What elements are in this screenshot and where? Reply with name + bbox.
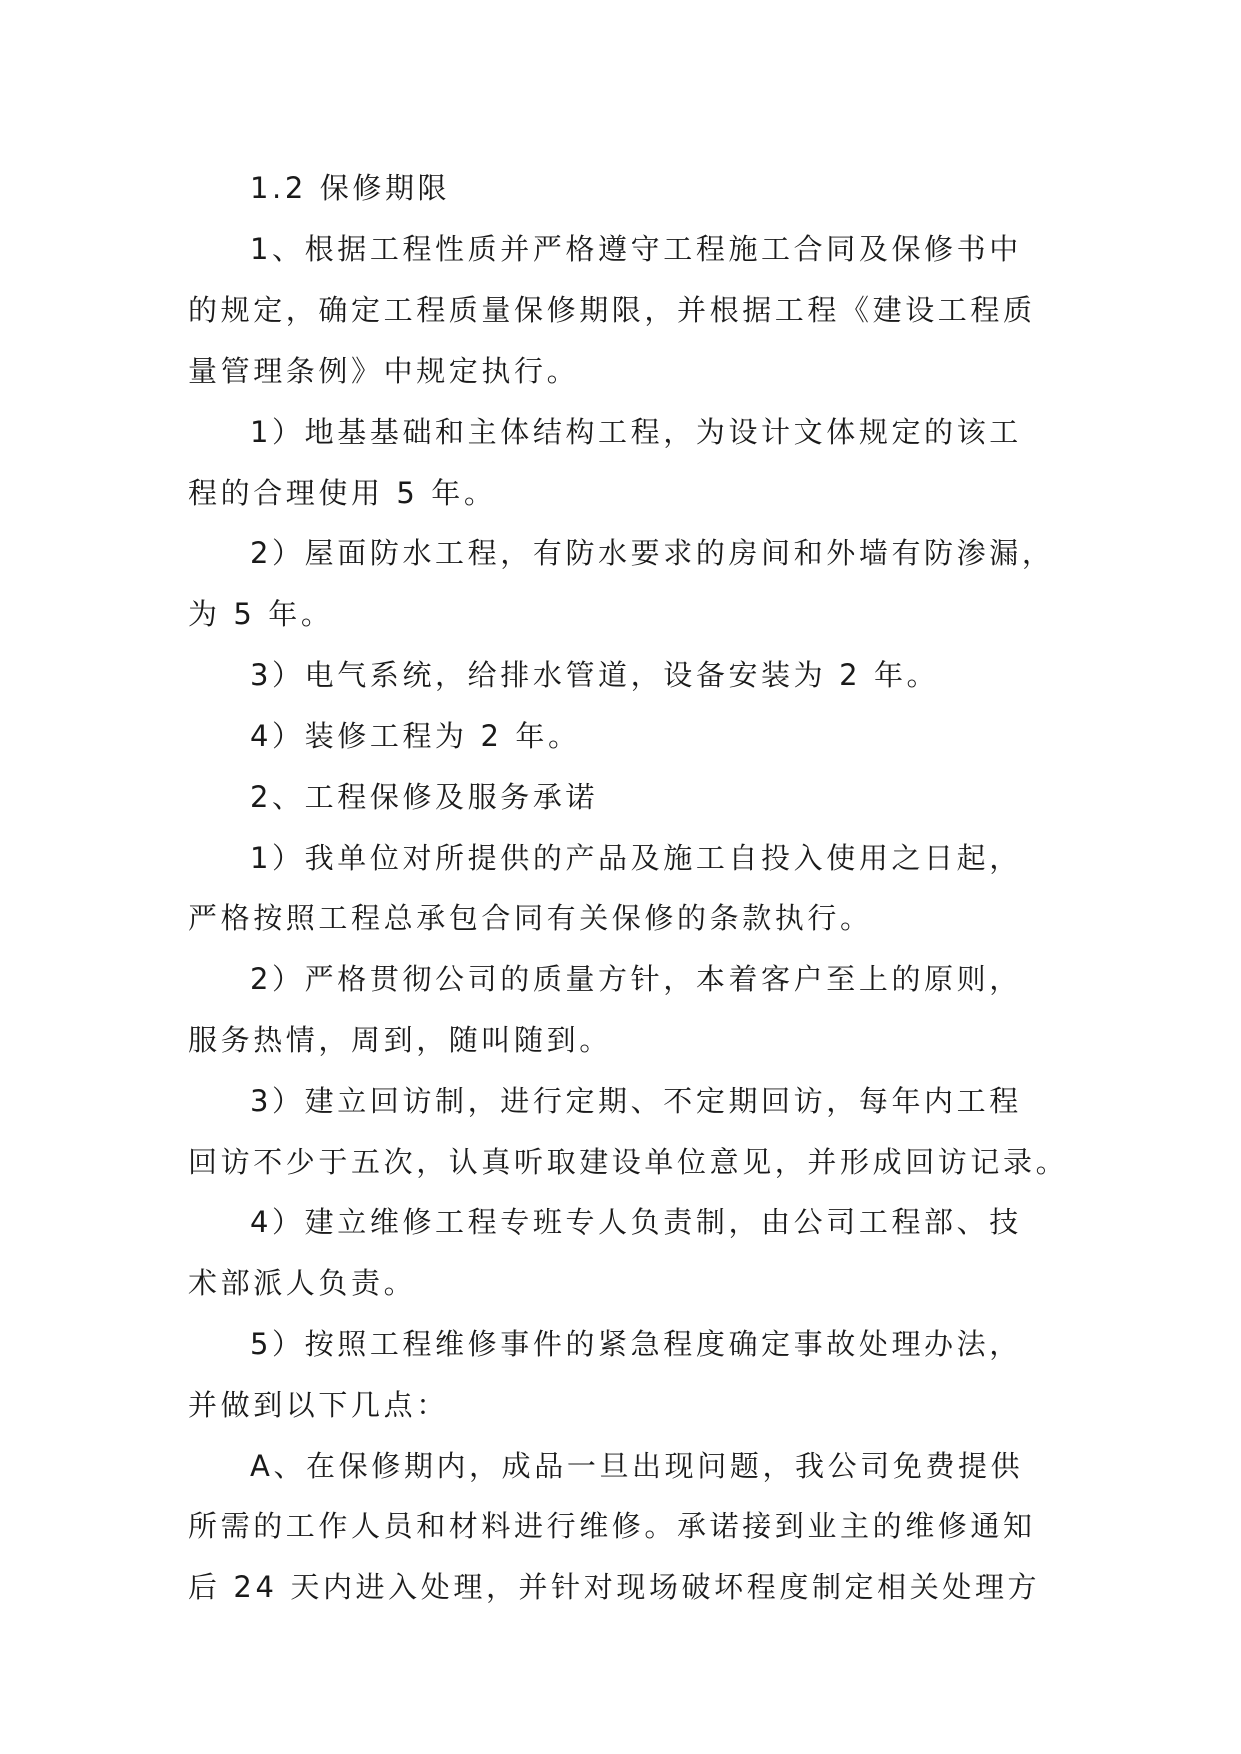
paragraph-line: 回访不少于五次，认真听取建设单位意见，并形成回访记录。 <box>188 1145 1069 1179</box>
paragraph-line: 3）建立回访制，进行定期、不定期回访，每年内工程 <box>250 1084 1022 1118</box>
paragraph-line: 服务热情，周到，随叫随到。 <box>188 1023 612 1057</box>
paragraph-line: 2、工程保修及服务承诺 <box>250 780 599 814</box>
paragraph-line: 程的合理使用 5 年。 <box>188 476 497 510</box>
paragraph-line: 5）按照工程维修事件的紧急程度确定事故处理办法， <box>250 1327 1022 1361</box>
paragraph-line: 后 24 天内进入处理，并针对现场破坏程度制定相关处理方 <box>188 1570 1041 1604</box>
paragraph-line: 1）地基基础和主体结构工程，为设计文体规定的该工 <box>250 415 1022 449</box>
paragraph-line: 4）建立维修工程专班专人负责制，由公司工程部、技 <box>250 1205 1022 1239</box>
paragraph-line: 所需的工作人员和材料进行维修。承诺接到业主的维修通知 <box>188 1509 1036 1543</box>
paragraph-line: 2）屋面防水工程，有防水要求的房间和外墙有防渗漏， <box>250 536 1055 570</box>
paragraph-line: 4）装修工程为 2 年。 <box>250 719 581 753</box>
section-heading: 1.2 保修期限 <box>250 171 451 205</box>
paragraph-line: 严格按照工程总承包合同有关保修的条款执行。 <box>188 901 873 935</box>
paragraph-line: 的规定，确定工程质量保修期限，并根据工程《建设工程质 <box>188 293 1036 327</box>
paragraph-line: 术部派人负责。 <box>188 1266 417 1300</box>
paragraph-line: 1、根据工程性质并严格遵守工程施工合同及保修书中 <box>250 232 1022 266</box>
paragraph-line: 1）我单位对所提供的产品及施工自投入使用之日起， <box>250 841 1022 875</box>
paragraph-line: 量管理条例》中规定执行。 <box>188 354 580 388</box>
paragraph-line: 3）电气系统，给排水管道，设备安装为 2 年。 <box>250 658 940 692</box>
paragraph-line: 为 5 年。 <box>188 597 334 631</box>
paragraph-line: A、在保修期内，成品一旦出现问题，我公司免费提供 <box>250 1449 1024 1483</box>
paragraph-line: 并做到以下几点： <box>188 1388 449 1422</box>
paragraph-line: 2）严格贯彻公司的质量方针，本着客户至上的原则， <box>250 962 1022 996</box>
